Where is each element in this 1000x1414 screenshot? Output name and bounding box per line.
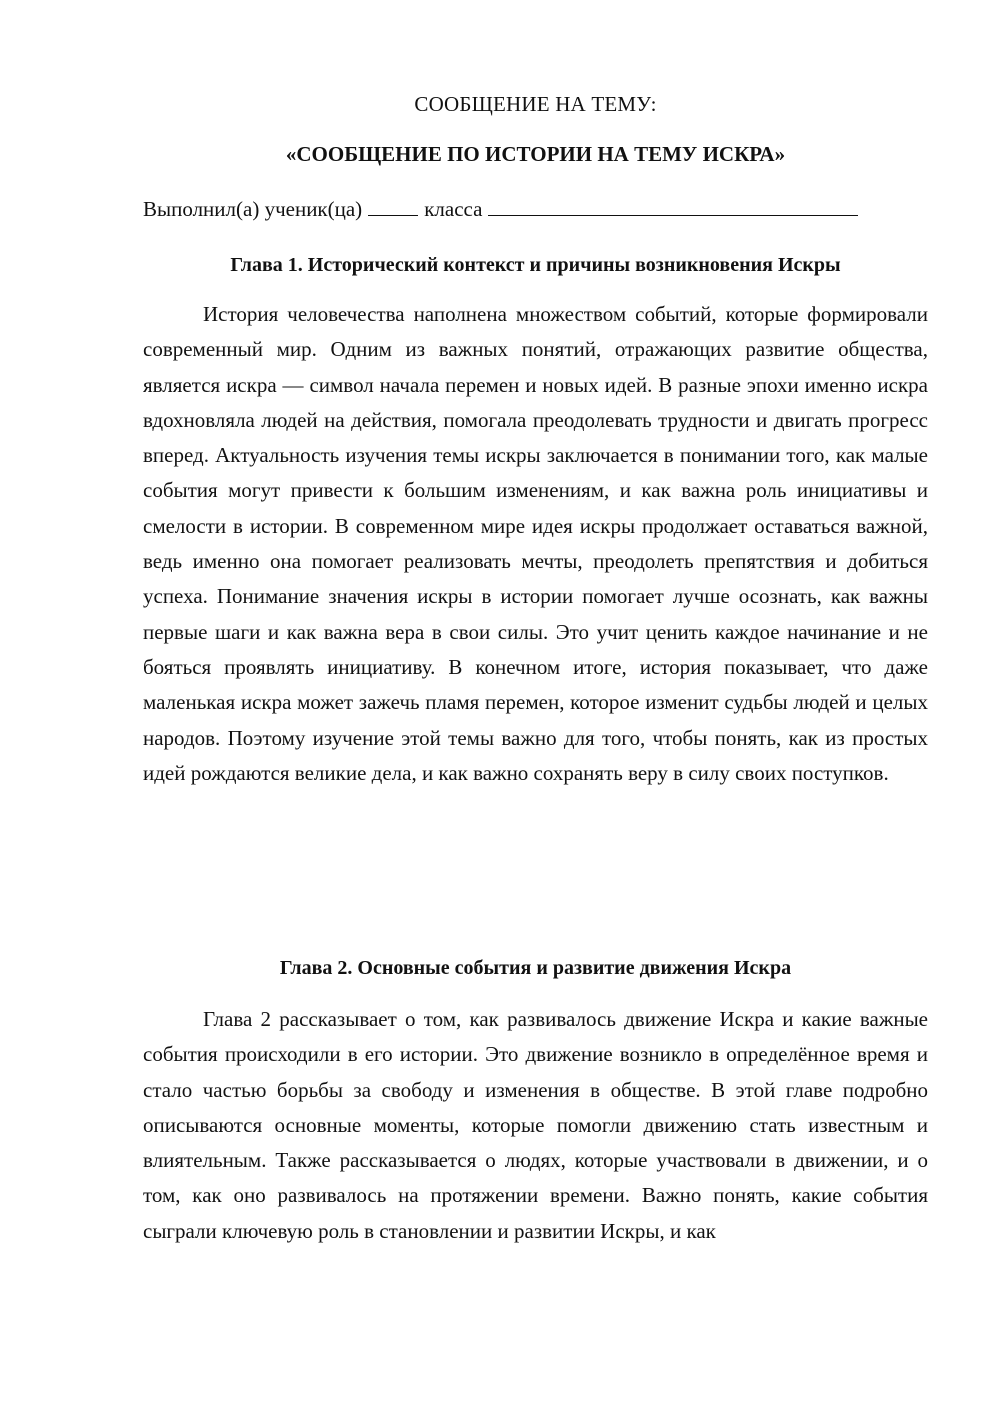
author-line (143, 195, 928, 222)
name-blank-line (488, 195, 858, 216)
document-title-line2: «СООБЩЕНИЕ ПО ИСТОРИИ НА ТЕМУ ИСКРА» (285, 142, 786, 166)
chapter-2-text: Глава 2 рассказывает о том, как развивалось движение Искра и какие важные события происходили в его истории. Это движение возникло в определённое время и стало частью борьбы за свободу и изменения в обществе. В этой главе подробно описываются основные моменты, которые помогли движению стать известным и влиятельным. Также рассказывается о людях, которые участвовали в движении, и о том, как оно развивалось на протяжении времени. Важно понять, какие события сыграли ключевую роль в становлении и развитии Искры, и как (143, 1007, 928, 1243)
author-prefix: Выполнил(а) ученик(ца) (143, 197, 363, 221)
author-class-word: класса (424, 197, 483, 221)
class-blank-line (368, 195, 418, 216)
chapter-1-heading: Глава 1. Исторический контекст и причины возникновения Искры (230, 254, 841, 276)
chapter-1-text: История человечества наполнена множеством событий, которые формировали современный мир. Одним из важных понятий, отражающих развитие общества, является искра — символ начала перемен и новых идей. В разные эпохи именно искра вдохновляла людей на действия, помогала преодолевать трудности и двигать прогресс вперед. Актуальность изучения темы искры заключается в понимании того, как малые события могут привести к большим изменениям, и как важна роль инициативы и смелости в истории. В современном мире идея искры продолжает оставаться важной, ведь именно она помогает реализовать мечты, преодолеть препятствия и добиться успеха. Понимание значения искры в истории помогает лучше осознать, как важны первые шаги и как важна вера в свои силы. Это учит ценить каждое начинание и не бояться проявлять инициативу. В конечном итоге, история показывает, что даже маленькая искра может зажечь пламя перемен, которое изменит судьбы людей и целых народов. Поэтому изучение этой темы важно для того, чтобы понять, как из простых идей рождаются великие дела, и как важно сохранять веру в силу своих поступков. (143, 302, 928, 785)
document-title-line1: СООБЩЕНИЕ НА ТЕМУ: (414, 92, 657, 116)
chapter-2-heading: Глава 2. Основные события и развитие движения Искра (279, 957, 792, 979)
